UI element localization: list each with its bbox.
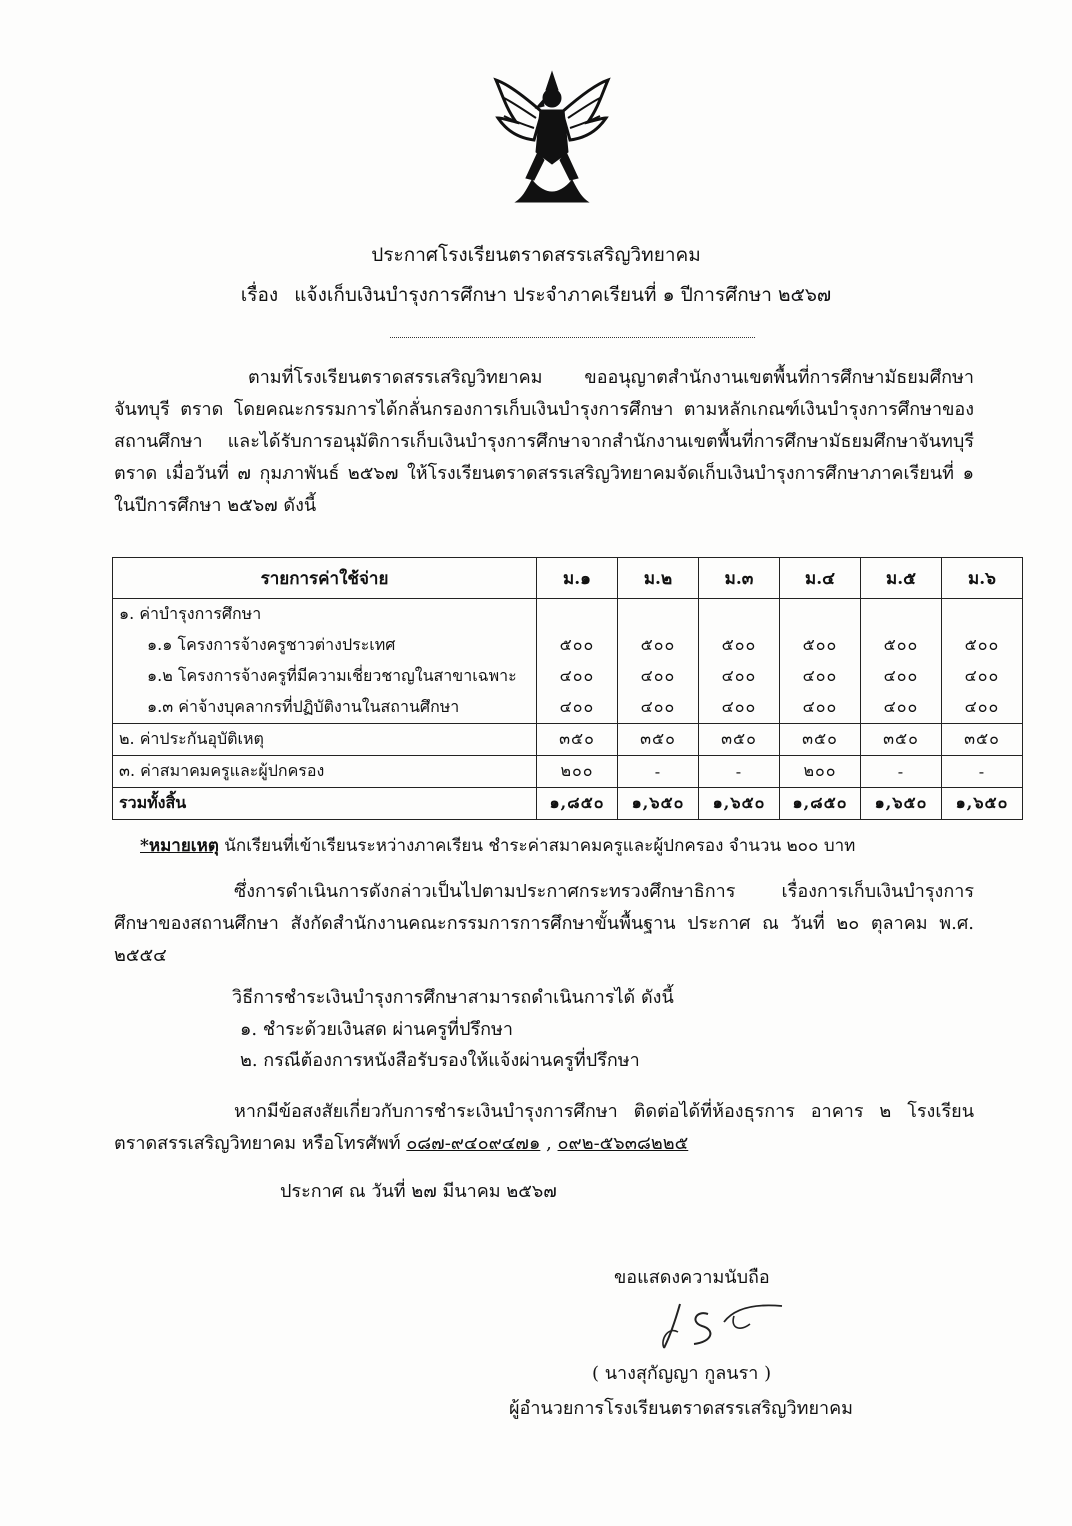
phone-number-2: ๐๙๒-๕๖๓๘๒๒๕ [557,1133,689,1154]
regulation-paragraph [114,876,974,972]
total-cell: ๑,๘๕๐ [780,788,861,820]
cell: - [699,756,780,788]
title-divider [390,337,755,338]
table-row [113,630,1023,661]
signer-position: ผู้อำนวยการโรงเรียนตราดสรรเสริญวิทยาคม [509,1398,854,1419]
total-cell: ๑,๖๕๐ [942,788,1023,820]
announcement-title: ประกาศโรงเรียนตราดสรรเสริญวิทยาคม [371,244,701,266]
table-row-section1 [113,599,1023,631]
header-m1: ม.๑ [537,558,618,599]
cell: - [861,756,942,788]
row-item: ๒. ค่าประกันอุบัติเหตุ [113,724,537,756]
section1-label: ๑. ค่าบำรุงการศึกษา [113,599,537,631]
cell: ๔๐๐ [780,661,861,692]
announcement-subject [0,280,1072,310]
table-row [113,692,1023,724]
cell: ๒๐๐ [780,756,861,788]
row-item: ๓. ค่าสมาคมครูและผู้ปกครอง [113,756,537,788]
cell: ๕๐๐ [861,630,942,661]
note-line [140,832,855,859]
phone-separator: , [540,1133,558,1154]
cell: ๔๐๐ [861,692,942,724]
note-text: นักเรียนที่เข้าเรียนระหว่างภาคเรียน ชำระค่าสมาคมครูและผู้ปกครอง จำนวน ๒๐๐ บาท [224,836,856,856]
total-cell: ๑,๖๕๐ [699,788,780,820]
cell: ๔๐๐ [861,661,942,692]
note-label: *หมายเหตุ [140,836,219,856]
cell: ๒๐๐ [537,756,618,788]
cell: ๕๐๐ [699,630,780,661]
table-header-row [113,558,1023,599]
cell: - [942,756,1023,788]
total-cell: ๑,๖๕๐ [618,788,699,820]
header-m3: ม.๓ [699,558,780,599]
cell: ๔๐๐ [618,661,699,692]
row-item: ๑.๑ โครงการจ้างครูชาวต่างประเทศ [113,630,537,661]
cell: ๓๕๐ [618,724,699,756]
cell: ๔๐๐ [699,661,780,692]
handwritten-signature-icon [650,1296,800,1356]
cell: ๓๕๐ [861,724,942,756]
contact-paragraph-text [114,1096,974,1160]
cell: ๔๐๐ [942,692,1023,724]
contact-text: หากมีข้อสงสัยเกี่ยวกับการชำระเงินบำรุงการศึกษา ติดต่อได้ที่ห้องธุรการ อาคาร ๒ โรงเรียนตราดสรรเสริญวิทยาคม หรือโทรศัพท์ [114,1101,974,1154]
phone-number-1: ๐๘๗-๙๔๐๙๔๗๑ [406,1133,541,1154]
subject-label: เรื่อง [240,284,279,306]
row-item: ๑.๓ ค่าจ้างบุคลากรที่ปฏิบัติงานในสถานศึกษา [113,692,537,724]
total-cell: ๑,๘๕๐ [537,788,618,820]
row-item: ๑.๒ โครงการจ้างครูที่มีความเชี่ยวชาญในสาขาเฉพาะ [113,661,537,692]
intro-paragraph-text: ตามที่โรงเรียนตราดสรรเสริญวิทยาคม ขออนุญาตสำนักงานเขตพื้นที่การศึกษามัธยมศึกษาจันทบุรี ตราด โดยคณะกรรมการได้กลั่นกรองการเก็บเงินบำรุงการศึกษา ตามหลักเกณฑ์เงินบำรุงการศึกษาของสถานศึกษา และได้รับการอนุมัติการเก็บเงินบำรุงการศึกษาจากสำนักงานเขตพื้นที่การศึกษามัธยมศึกษาจันทบุรี ตราด เมื่อวันที่ ๗ กุมภาพันธ์ ๒๕๖๗ ให้โรงเรียนตราดสรรเสริญวิทยาคมจัดเก็บเงินบำรุงการศึกษาภาคเรียนที่ ๑ ในปีการศึกษา ๒๕๖๗ ดังนี้ [114,367,974,516]
payment-method-2: ๒. กรณีต้องการหนังสือรับรองให้แจ้งผ่านครูที่ปรึกษา [240,1050,640,1071]
cell: ๕๐๐ [537,630,618,661]
header-m4: ม.๔ [780,558,861,599]
cell: ๕๐๐ [780,630,861,661]
table-total-row [113,788,1023,820]
announcement-date: ประกาศ ณ วันที่ ๒๗ มีนาคม ๒๕๖๗ [280,1181,557,1202]
header-m6: ม.๖ [942,558,1023,599]
fee-table [112,557,1023,820]
total-label: รวมทั้งสิ้น [113,788,537,820]
total-cell: ๑,๖๕๐ [861,788,942,820]
header-m5: ม.๕ [861,558,942,599]
subject-text: แจ้งเก็บเงินบำรุงการศึกษา ประจำภาคเรียนที่ ๑ ปีการศึกษา ๒๕๖๗ [294,284,832,306]
cell: ๔๐๐ [780,692,861,724]
cell: ๓๕๐ [537,724,618,756]
cell: ๕๐๐ [618,630,699,661]
cell: ๓๕๐ [942,724,1023,756]
cell: ๕๐๐ [942,630,1023,661]
table-row [113,724,1023,756]
closing-phrase: ขอแสดงความนับถือ [614,1267,770,1288]
payment-intro: วิธีการชำระเงินบำรุงการศึกษาสามารถดำเนินการได้ ดังนี้ [232,987,674,1008]
payment-method-1: ๑. ชำระด้วยเงินสด ผ่านครูที่ปรึกษา [240,1019,514,1040]
cell: ๔๐๐ [942,661,1023,692]
table-row [113,661,1023,692]
regulation-paragraph-text: ซึ่งการดำเนินการดังกล่าวเป็นไปตามประกาศกระทรวงศึกษาธิการ เรื่องการเก็บเงินบำรุงการศึกษาของสถานศึกษา สังกัดสำนักงานคณะกรรมการการศึกษาขั้นพื้นฐาน ประกาศ ณ วันที่ ๒๐ ตุลาคม พ.ศ. ๒๕๕๔ [114,881,974,966]
cell: ๓๕๐ [699,724,780,756]
intro-paragraph [114,362,974,522]
cell: ๔๐๐ [537,692,618,724]
garuda-emblem-icon [486,68,618,208]
cell: ๓๕๐ [780,724,861,756]
header-item: รายการค่าใช้จ่าย [113,558,537,599]
cell: - [618,756,699,788]
signer-name: ( นางสุกัญญา กูลนรา ) [592,1363,772,1384]
cell: ๔๐๐ [699,692,780,724]
header-m2: ม.๒ [618,558,699,599]
cell: ๔๐๐ [537,661,618,692]
cell: ๔๐๐ [618,692,699,724]
contact-paragraph [114,1096,974,1160]
table-row [113,756,1023,788]
